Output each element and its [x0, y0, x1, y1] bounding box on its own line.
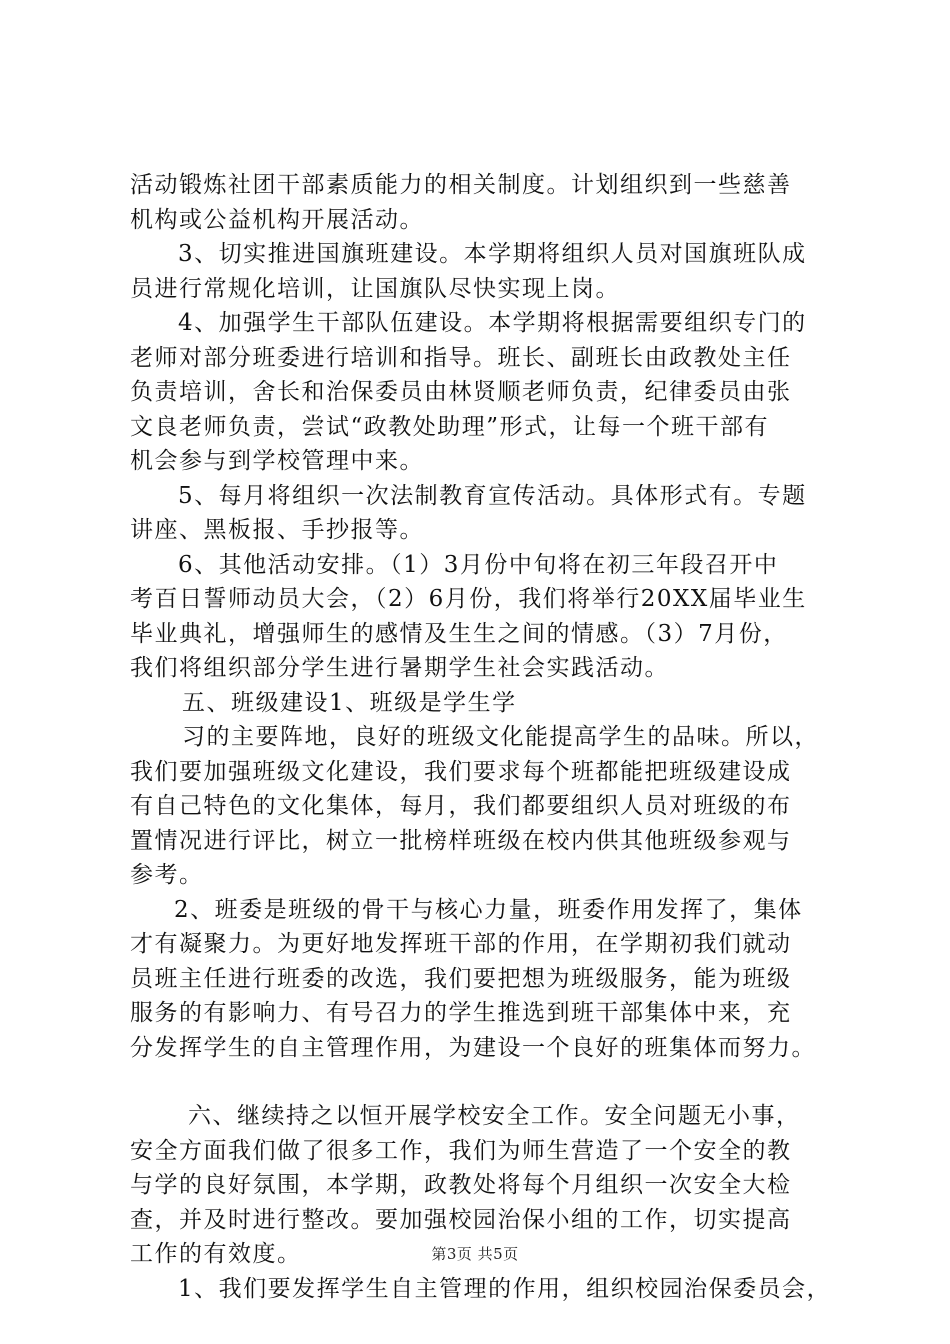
- text-line: 5、每月将组织一次法制教育宣传活动。具体形式有。专题: [178, 482, 807, 509]
- text-line: 员班主任进行班委的改选，我们要把想为班级服务，能为班级: [130, 965, 792, 992]
- text-line: 机会参与到学校管理中来。: [130, 448, 424, 474]
- text-line: 与学的良好氛围，本学期，政教处将每个月组织一次安全大检: [130, 1172, 792, 1198]
- text-line: 活动锻炼社团干部素质能力的相关制度。计划组织到一些慈善: [130, 172, 792, 198]
- text-line: 毕业典礼，增强师生的感情及生生之间的情感。（3）7月份，: [130, 620, 788, 647]
- text-line: 员进行常规化培训，让国旗队尽快实现上岗。: [130, 275, 620, 302]
- text-line: 3、切实推进国旗班建设。本学期将组织人员对国旗班队成: [178, 241, 807, 267]
- text-line: 讲座、黑板报、手抄报等。: [130, 517, 424, 543]
- text-line: 分发挥学生的自主管理作用，为建设一个良好的班集体而努力。: [130, 1034, 816, 1061]
- text-line: 4、加强学生干部队伍建设。本学期将根据需要组织专门的: [178, 310, 807, 336]
- text-line: 安全方面我们做了很多工作，我们为师生营造了一个安全的教: [130, 1137, 792, 1164]
- text-line: 服务的有影响力、有号召力的学生推选到班干部集体中来，充: [130, 1000, 792, 1026]
- document-body: [130, 168, 830, 1306]
- paragraph-gap: [130, 1065, 830, 1099]
- text-line: 有自己特色的文化集体，每月，我们都要组织人员对班级的布: [130, 793, 792, 819]
- page-footer: 第3页 共5页: [431, 1245, 519, 1263]
- text-line: 6、其他活动安排。（1）3月份中旬将在初三年段召开中: [178, 551, 779, 578]
- text-line: 机构或公益机构开展活动。: [130, 206, 424, 233]
- section-heading: 五、班级建设1、班级是学生学: [182, 689, 517, 716]
- text-line: 我们要加强班级文化建设，我们要求每个班都能把班级建设成: [130, 758, 792, 785]
- text-line: 置情况进行评比，树立一批榜样班级在校内供其他班级参观与: [130, 827, 792, 854]
- text-line: 习的主要阵地，良好的班级文化能提高学生的品味。所以，: [182, 724, 819, 750]
- text-line: 考百日誓师动员大会，（2）6月份，我们将举行20XX届毕业生: [130, 586, 807, 612]
- section-heading: 六、继续持之以恒开展学校安全工作。安全问题无小事，: [188, 1103, 801, 1129]
- text-line: 工作的有效度。: [130, 1241, 302, 1267]
- text-line: 我们将组织部分学生进行暑期学生社会实践活动。: [130, 655, 669, 681]
- text-line: 2、班委是班级的骨干与核心力量，班委作用发挥了，集体: [174, 896, 803, 923]
- text-line: 文良老师负责，尝试“政教处助理”形式，让每一个班干部有: [130, 413, 770, 440]
- text-line: 参考。: [130, 862, 204, 888]
- text-line: 查，并及时进行整改。要加强校园治保小组的工作，切实提高: [130, 1206, 792, 1233]
- text-line: 1、我们要发挥学生自主管理的作用，组织校园治保委员会，: [178, 1275, 832, 1302]
- text-line: 才有凝聚力。为更好地发挥班干部的作用，在学期初我们就动: [130, 931, 792, 957]
- text-line: 负责培训，舍长和治保委员由林贤顺老师负责，纪律委员由张: [130, 379, 792, 405]
- text-line: 老师对部分班委进行培训和指导。班长、副班长由政教处主任: [130, 344, 792, 371]
